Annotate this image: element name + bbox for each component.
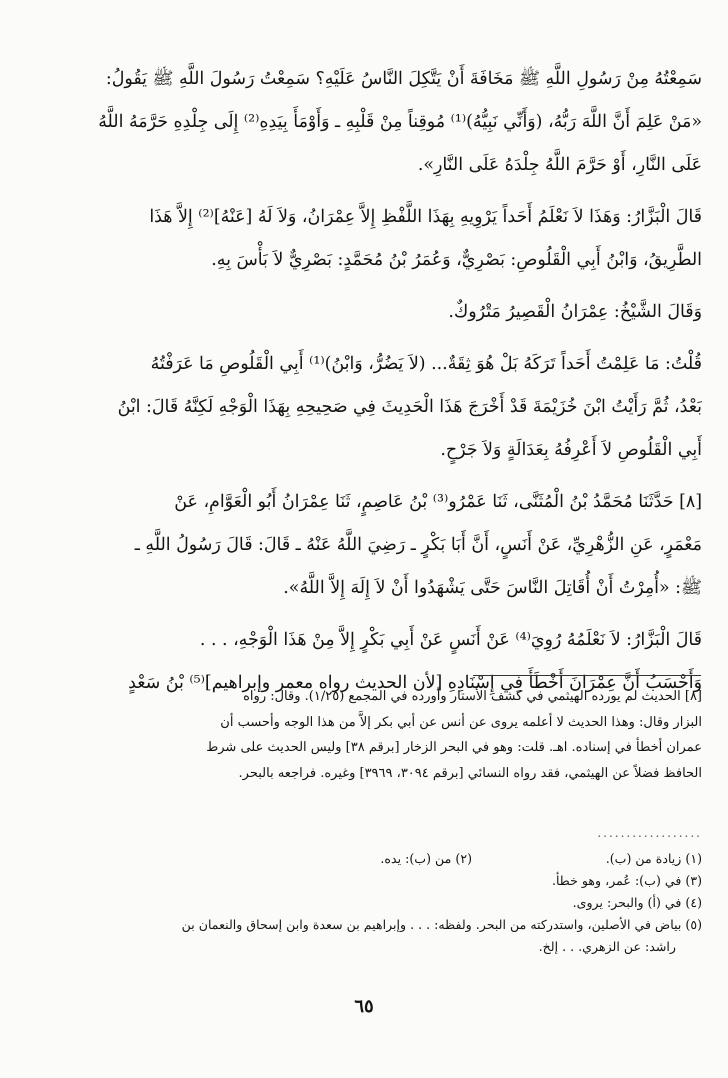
text-line: أَبِي الْقَلُوصِ لاَ أَعْرِفُهُ بِعَدَالَةٍ وَلاَ جَرْحٍ. [440, 440, 702, 460]
text-line: قَالَ الْبَزَّارُ: لاَ نَعْلَمُهُ رُوِيَ⁽⁴⁾ عَنْ أَنَسٍ عَنْ أَبِي بَكْرٍ إِلاَّ مِنْ هَذَا الْوَجْهِ، . . . [199, 630, 702, 650]
dotted-separator: .................. [597, 826, 702, 840]
text-line: الطَّرِيقُ، وَابْنُ أَبِي الْقَلُوصِ: بَصْرِيٌّ، وَعُمَرُ بْنُ مُحَمَّدٍ: بَصْرِيٌّ لاَ بَأْسَ بِهِ. [211, 250, 702, 270]
text-line: «مَنْ عَلِمَ أَنَّ اللَّهَ رَبُّهُ، (وَأَنِّي نَبِيُّهُ)⁽¹⁾ مُوقِناً مِنْ قَلْبِهِ ـ وَأَوْمَأَ بِيَدِهِ⁽²⁾ إِلَى جِلْدِهِ حَرَّمَهُ اللَّهُ [98, 112, 702, 132]
variant-notes [56, 848, 702, 958]
text-line: وَأَحْسَبُ أَنَّ عِمْرَانَ أَخْطَأَ فِي إِسْنَادِهِ [لأن الحديث رواه معمر وإبراهيم]⁽⁵⁾ بْنُ سَعْدٍ [128, 673, 702, 693]
note-5-continued: راشد: عن الزهري. . . إلخ. [538, 939, 676, 954]
note-3: (٣) في (ب): عُمر، وهو خطأ. [551, 873, 702, 888]
text-line: مَعْمَرٍ، عَنِ الزُّهْرِيِّ، عَنْ أَنَسٍ، أَنَّ أَبَا بَكْرٍ ـ رَضِيَ اللَّهُ عَنْهُ ـ قَالَ: قَالَ رَسُولُ اللَّهِ ـ [134, 535, 702, 555]
paragraph-bazzar-comment [56, 196, 702, 282]
page-number: ٦٥ [354, 996, 374, 1017]
main-text [56, 58, 702, 714]
text-line: عَلَى النَّارِ، أَوْ حَرَّمَ اللَّهُ جِلْدَهُ عَلَى النَّارِ». [417, 155, 702, 175]
note-1: (١) زيادة من (ب). [605, 851, 702, 866]
footnote-line: عمران أخطأ في إسناده. اهـ. قلت: وهو في البحر الزخار [برقم ٣٨] وليس الحديث على شرط [206, 740, 702, 755]
note-row [56, 848, 702, 870]
note-5: (٥) بياض في الأصلين، واستدركته من البحر. ولفظه: . . . وإبراهيم بن سعدة وابن إسحاق والنعمان بن [181, 917, 702, 932]
footnote-line: الحافظ فضلاً عن الهيثمي، فقد رواه النسائي [برقم ٣٠٩٤، ٣٩٦٩] وغيره. فراجعه بالبحر. [238, 765, 702, 781]
text-line: [٨] حَدَّثَنَا مُحَمَّدُ بْنُ الْمُثَنَّى، ثَنَا عَمْرُو⁽³⁾ بْنُ عَاصِمٍ، ثَنَا عِمْرَانُ أَبُو الْعَوَّامِ، عَنْ [174, 492, 702, 512]
text-line: وَقَالَ الشَّيْخُ: عِمْرَانُ الْقَصِيرُ مَتْرُوكٌ. [448, 302, 702, 322]
note-4: (٤) في (أ) والبحر: يروى. [572, 895, 702, 910]
text-line: قُلْتُ: مَا عَلِمْتُ أَحَداً تَرَكَهُ بَلْ هُوَ ثِقَةٌ... (لاَ يَضُرُّ، وَابْنُ)⁽¹⁾ أَبِي الْقَلُوصِ مَا عَرَفْتُهُ [150, 354, 702, 374]
paragraph-shaykh-comment [56, 291, 702, 334]
text-line: سَمِعْتُهُ مِنْ رَسُولِ اللَّهِ ﷺ مَخَافَةَ أَنْ يَتَّكِلَ النَّاسُ عَلَيْهِ؟ سَمِعْتُ رَسُولَ اللَّهِ ﷺ يَقُولُ: [105, 69, 702, 89]
paragraph-hadith-8 [56, 481, 702, 610]
text-line: قَالَ الْبَزَّارُ: وَهَذَا لاَ نَعْلَمُ أَحَداً يَرْوِيهِ بِهَذَا اللَّفْظِ إِلاَّ عِمْرَانُ، وَلاَ لَهُ [عَنْهُ]⁽²⁾ إِلاَّ هَذَا [149, 207, 702, 227]
footnote-separator [473, 675, 701, 676]
footnote-line: [٨] الحديث لم يورده الهيثمي في كشف الأستار وأورده في المجمع (١/٢٥). وقال: رواه [243, 689, 702, 704]
footnote-line: البزار وقال: وهذا الحديث لا أعلمه يروى عن أنس عن أبي بكر إلاَّ من هذا الوجه وأحسب أن [220, 714, 702, 730]
footnote-commentary [56, 684, 702, 786]
paragraph-hadith-intro [56, 58, 702, 187]
note-2: (٢) من (ب): يده. [380, 851, 472, 866]
text-line: بَعْدُ، ثُمَّ رَأَيْتُ ابْنَ خُزَيْمَةَ قَدْ أَخْرَجَ هَذَا الْحَدِيثَ فِي صَحِيحِهِ بِهَذَا الْوَجْهِ لَكِنَّهُ قَالَ: ابْنُ [117, 397, 702, 417]
text-line: ﷺ: «أُمِرْتُ أَنْ أُقَاتِلَ النَّاسَ حَتَّى يَشْهَدُوا أَنْ لاَ إِلَهَ إِلاَّ اللَّهُ». [283, 578, 702, 598]
paragraph-author-comment [56, 343, 702, 472]
